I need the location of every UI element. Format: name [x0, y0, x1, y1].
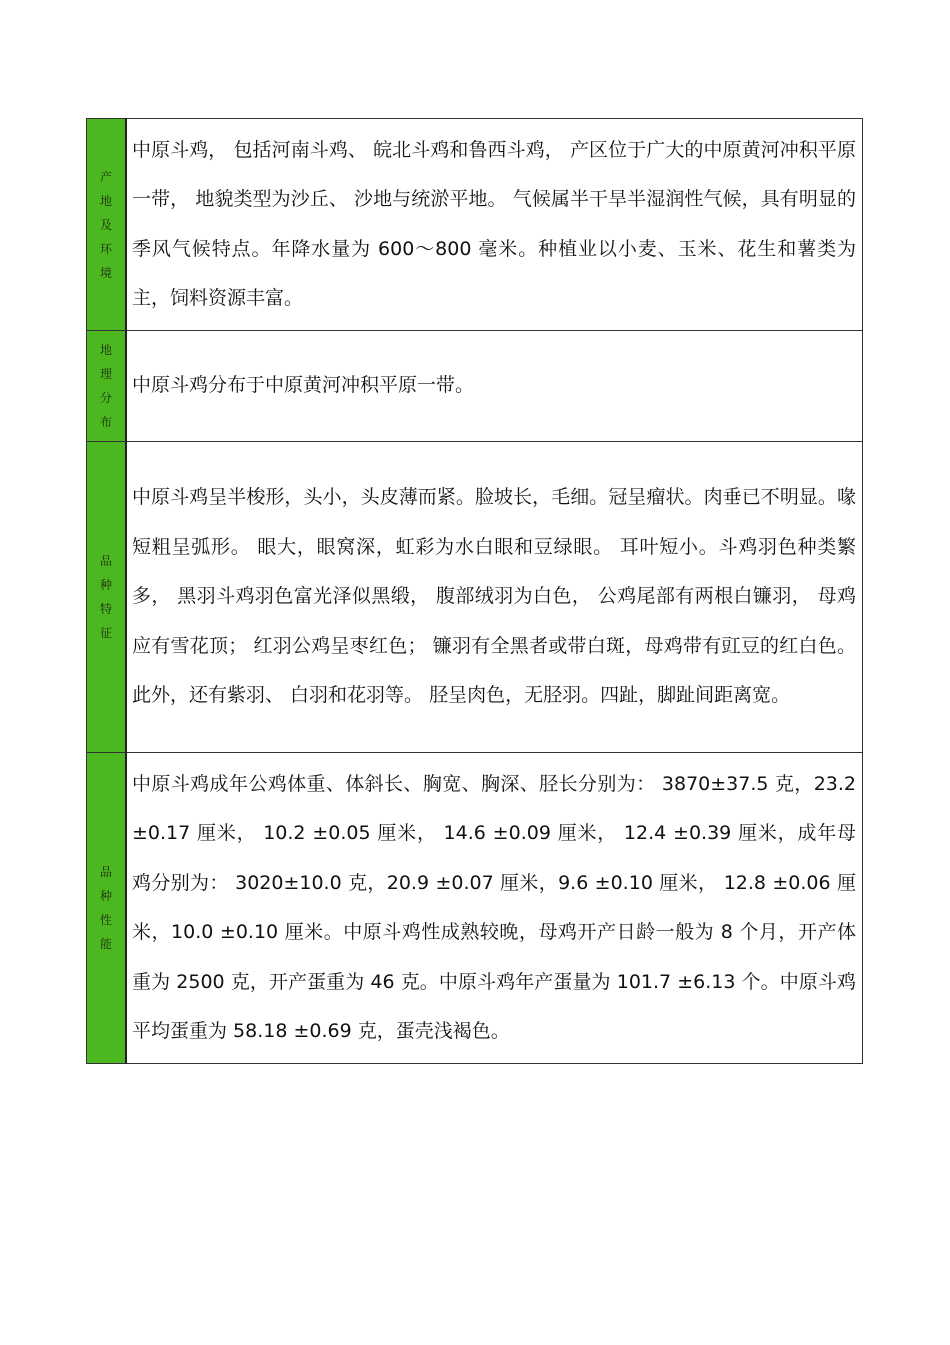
row-content: 中原斗鸡， 包括河南斗鸡、 皖北斗鸡和鲁西斗鸡， 产区位于广大的中原黄河冲积平原一带， 地貌类型为沙丘、 沙地与统淤平地。 气候属半干旱半湿润性气候，具有明显的季风气候特点。年降水量为 600～800 毫米。种植业以小麦、玉米、花生和薯类为主，饲料资源丰富。 [126, 119, 863, 331]
row-content: 中原斗鸡呈半梭形，头小，头皮薄而紧。脸坡长，毛细。冠呈瘤状。肉垂已不明显。喙短粗呈弧形。 眼大，眼窝深，虹彩为水白眼和豆绿眼。 耳叶短小。斗鸡羽色种类繁多， 黑羽斗鸡羽色富光泽似黑缎， 腹部绒羽为白色， 公鸡尾部有两根白镰羽， 母鸡应有雪花顶； 红羽公鸡呈枣红色； 镰羽有全黑者或带白斑，母鸡带有豇豆的红白色。 此外，还有紫羽、 白羽和花羽等。 胫呈肉色，无胫羽。四趾，脚趾间距离宽。 [126, 442, 863, 753]
row-label: 品种性能 [99, 865, 112, 951]
row-content: 中原斗鸡成年公鸡体重、体斜长、胸宽、胸深、胫长分别为： 3870±37.5 克，23.2 ±0.17 厘米， 10.2 ±0.05 厘米， 14.6 ±0.09 厘米， 12.4 ±0.39 厘米，成年母鸡分别为： 3020±10.0 克，20.9 ±0.07 厘米，9.6 ±0.10 厘米， 12.8 ±0.06 厘米，10.0 ±0.10 厘米。中原斗鸡性成熟较晚，母鸡开产日龄一般为 8 个月，开产体重为 2500 克，开产蛋重为 46 克。中原斗鸡年产蛋量为 101.7 ±6.13 个。中原斗鸡平均蛋重为 58.18 ±0.69 克，蛋壳浅褐色。 [126, 753, 863, 1064]
row-label-cell [87, 119, 127, 331]
row-label: 产地及环境 [99, 169, 112, 280]
table-row [87, 331, 863, 442]
row-label: 品种特征 [99, 554, 112, 640]
row-label-cell [87, 331, 127, 442]
row-content: 中原斗鸡分布于中原黄河冲积平原一带。 [126, 331, 863, 442]
breed-info-table [86, 118, 863, 1064]
row-label: 地理分布 [99, 343, 112, 429]
row-label-cell [87, 753, 127, 1064]
table-row [87, 753, 863, 1064]
table-row [87, 442, 863, 753]
table-row [87, 119, 863, 331]
row-label-cell [87, 442, 127, 753]
